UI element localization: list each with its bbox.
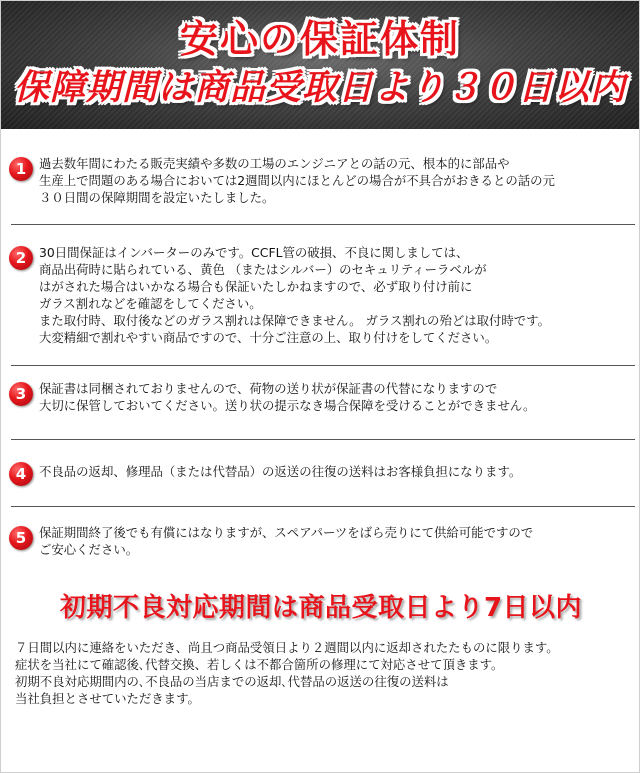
number-badge-icon: 2 bbox=[9, 246, 33, 270]
warranty-item-3 bbox=[1, 380, 639, 414]
item-text: 30日間保証はインバーターのみです。CCFL管の破損、不良に関しましては、 商品出荷時に貼られている、黄色 （またはシルバー）のセキュリティーラベルが はがされた場合はいかなる場合も保証いたしかねますので、必ず取り付け前に ガラス割れなどを確認をしてください。 また取付時、取付後などのガラス割れは保障できません。 ガラス割れの殆どは取付時です。 大変精細で割れやすい商品ですので、十分ご注意の上、取り付けをしてください。 bbox=[39, 245, 550, 345]
number-badge-icon: 4 bbox=[9, 462, 33, 486]
initial-defect-heading: 初期不良対応期間は商品受取日より7日以内 bbox=[59, 593, 583, 623]
warranty-item-1 bbox=[1, 155, 639, 206]
divider bbox=[11, 224, 635, 225]
initial-defect-text: ７日間以内に連絡をいただき、尚且つ商品受領日より２週間以内に返却されたたものに限ります。 症状を当社にて確認後､代替交換、若しくは不都合箇所の修理にて対応させて頂きます。 初期不良対応期間内の､不良品の当店までの返却､代替品の返送の往復の送料は 当社負担とさせていただきます。 bbox=[15, 640, 559, 706]
number-badge-icon: 1 bbox=[9, 157, 33, 181]
divider bbox=[11, 506, 635, 507]
warranty-item-4 bbox=[1, 460, 639, 483]
warranty-item-5 bbox=[1, 524, 639, 558]
item-text: 過去数年間にわたる販売実績や多数の工場のエンジニアとの話の元、根本的に部品や 生産上で問題のある場合においては2週間以内にほとんどの場合が不具合がおきるとの話の元 ３０日間の保障期間を設定いたしました。 bbox=[39, 156, 555, 205]
header-banner bbox=[1, 1, 639, 129]
warranty-item-2 bbox=[1, 244, 639, 346]
page-title: 安心の保証体制 bbox=[179, 17, 460, 61]
page-subtitle: 保障期間は商品受取日より３０日以内 bbox=[13, 68, 626, 108]
item-text: 不良品の返却、修理品（または代替品）の返送の往復の送料はお客様負担になります。 bbox=[39, 464, 522, 479]
item-text: 保証期間終了後でも有償にはなりますが、スペアパーツをばら売りにて供給可能ですので ご安心ください。 bbox=[39, 525, 534, 557]
number-badge-icon: 5 bbox=[9, 526, 33, 550]
divider bbox=[11, 365, 635, 366]
item-text: 保証書は同梱されておりませんので、荷物の送り状が保証書の代替になりますので 大切に保管しておいてください。送り状の提示なき場合保障を受けることができません。 bbox=[39, 381, 536, 413]
divider bbox=[11, 439, 635, 440]
number-badge-icon: 3 bbox=[9, 382, 33, 406]
